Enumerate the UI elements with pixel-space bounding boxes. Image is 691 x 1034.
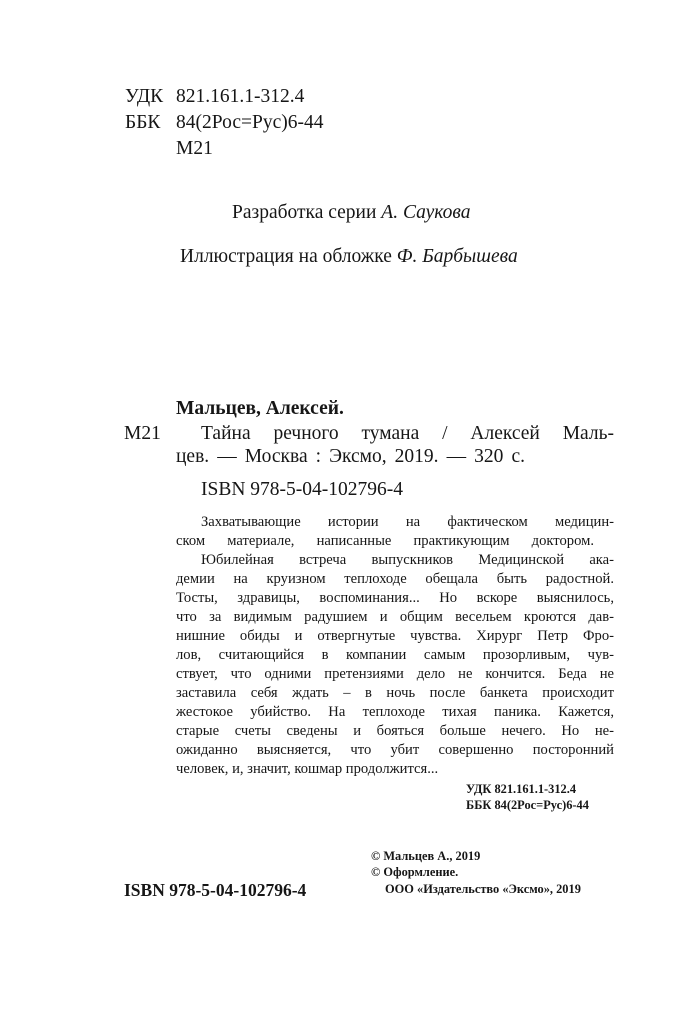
series-credit <box>232 200 470 226</box>
annotation-line: заставила себя ждать – в ночь после банкета происходит <box>176 685 614 701</box>
annotation-line: ском материале, написанные практикующим доктором. <box>176 533 594 549</box>
bbk-value: 84(2Рос=Рус)6-44 <box>176 112 324 133</box>
annotation-line: что за видимым радушием и общим весельем кроются дав- <box>176 609 614 625</box>
annotation-bbk: ББК 84(2Рос=Рус)6-44 <box>466 798 589 812</box>
illustration-credit <box>180 244 518 270</box>
annotation-line: лов, считающийся в компании самым прозорливым, чув- <box>176 647 614 663</box>
author-mark: М21 <box>176 138 213 159</box>
bbk-label: ББК <box>125 112 161 133</box>
record-author-mark: М21 <box>124 423 161 444</box>
annotation-udk: УДК 821.161.1-312.4 <box>466 782 577 796</box>
copyright-publisher: ООО «Издательство «Эксмо», 2019 <box>385 882 581 896</box>
series-name: А. Саукова <box>381 202 471 223</box>
illustration-name: Ф. Барбышева <box>396 246 518 267</box>
series-label: Разработка серии <box>232 202 382 223</box>
annotation-line: нишние обиды и отвергнутые чувства. Хирург Петр Фро- <box>176 628 614 644</box>
annotation-line: Тосты, здравицы, воспоминания... Но вскоре выяснилось, <box>176 590 614 606</box>
copyright-author: © Мальцев А., 2019 <box>371 849 481 863</box>
annotation-line: ствует, что одними претензиями дело не кончится. Беда не <box>176 666 614 682</box>
udk-value: 821.161.1-312.4 <box>176 86 305 107</box>
record-author-heading: Мальцев, Алексей. <box>176 398 344 419</box>
illustration-label: Иллюстрация на обложке <box>180 246 397 267</box>
annotation-line: старые счеты сведены и бояться больше нечего. Но не- <box>176 723 614 739</box>
udk-label: УДК <box>125 86 164 107</box>
copyright-design: © Оформление. <box>371 865 459 879</box>
record-title-line-1: Тайна речного тумана / Алексей Маль- <box>201 423 614 444</box>
record-title-line-2: цев. — Москва : Эксмо, 2019. — 320 с. <box>176 446 525 467</box>
annotation-line: демии на круизном теплоходе обещала быть радостной. <box>176 571 614 587</box>
annotation-line: человек, и, значит, кошмар продолжится... <box>176 761 439 777</box>
annotation-line: Юбилейная встреча выпускников Медицинской ака- <box>201 552 614 568</box>
annotation-line: жестокое убийство. На теплоходе тихая паника. Кажется, <box>176 704 614 720</box>
record-isbn: ISBN 978-5-04-102796-4 <box>201 479 404 500</box>
footer-isbn: ISBN 978-5-04-102796-4 <box>124 880 307 900</box>
annotation-line: Захватывающие истории на фактическом медицин- <box>201 514 614 530</box>
annotation-line: ожиданно выясняется, что убит совершенно посторонний <box>176 742 614 758</box>
